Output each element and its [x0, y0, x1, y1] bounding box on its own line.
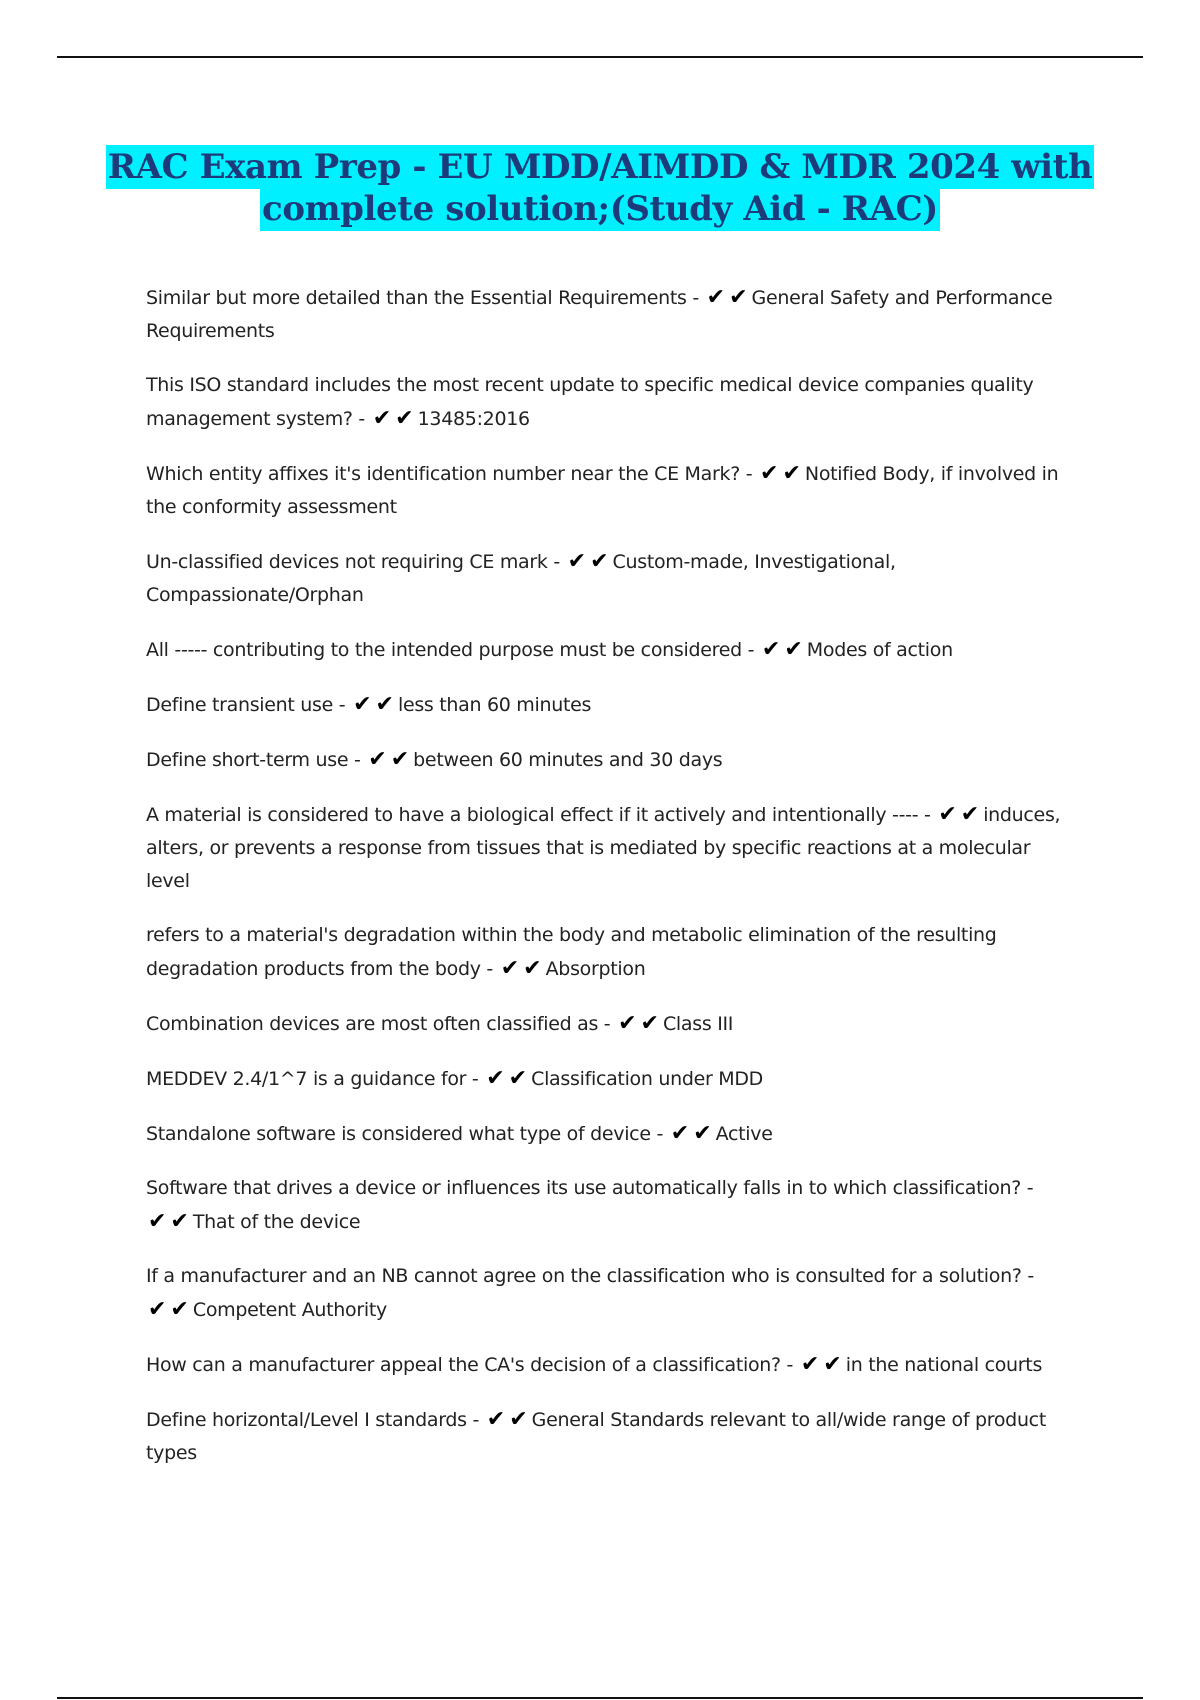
double-check-icon: ✔✔	[618, 1011, 663, 1036]
qa-list	[146, 281, 1066, 1491]
answer-text: less than 60 minutes	[397, 694, 592, 716]
qa-item	[146, 545, 1066, 612]
double-check-icon: ✔✔	[500, 956, 546, 981]
document-title	[100, 146, 1100, 230]
qa-item	[146, 457, 1066, 524]
double-check-icon: ✔✔	[148, 1209, 193, 1234]
answer-text: General Safety and Performance Requirements	[146, 287, 1053, 342]
double-check-icon: ✔✔	[706, 285, 752, 310]
qa-item	[146, 1117, 1066, 1151]
question-text: MEDDEV 2.4/1^7 is a guidance for -	[146, 1068, 479, 1090]
title-line-1: RAC Exam Prep - EU MDD/AIMDD & MDR 2024 with	[107, 147, 1093, 187]
title-line-2: complete solution;(Study Aid - RAC)	[262, 189, 938, 229]
answer-text: 13485:2016	[417, 408, 530, 430]
double-check-icon: ✔✔	[760, 461, 805, 486]
answer-text: induces, alters, or prevents a response from tissues that is mediated by specific reactions at a molecular level	[146, 804, 1061, 892]
answer-text: That of the device	[192, 1211, 361, 1233]
double-check-icon: ✔✔	[353, 692, 398, 717]
qa-item	[146, 369, 1066, 436]
qa-item	[146, 919, 1066, 986]
answer-text: Absorption	[545, 958, 646, 980]
double-check-icon: ✔✔	[372, 406, 418, 431]
double-check-icon: ✔✔	[368, 747, 414, 772]
question-text: Software that drives a device or influences its use automatically falls in to which classification? -	[146, 1177, 1034, 1199]
question-text: Similar but more detailed than the Essential Requirements -	[146, 287, 699, 309]
question-text: All ----- contributing to the intended purpose must be considered -	[146, 639, 755, 661]
double-check-icon: ✔✔	[938, 802, 984, 827]
qa-item	[146, 281, 1066, 348]
qa-item	[146, 1260, 1066, 1327]
double-check-icon: ✔✔	[670, 1121, 716, 1146]
question-text: This ISO standard includes the most recent update to specific medical device companies quality management system? -	[146, 374, 1034, 430]
qa-item	[146, 743, 1066, 777]
question-text: Combination devices are most often classified as -	[146, 1013, 611, 1035]
question-text: Which entity affixes it's identification number near the CE Mark? -	[146, 463, 753, 485]
qa-item	[146, 1007, 1066, 1041]
answer-text: General Standards relevant to all/wide range of product types	[146, 1409, 1046, 1464]
qa-item	[146, 1403, 1066, 1470]
double-check-icon: ✔✔	[800, 1352, 846, 1377]
answer-text: Class III	[662, 1013, 734, 1035]
qa-item	[146, 1062, 1066, 1096]
answer-text: Modes of action	[806, 639, 953, 661]
question-text: How can a manufacturer appeal the CA's decision of a classification? -	[146, 1354, 794, 1376]
double-check-icon: ✔✔	[148, 1297, 193, 1322]
answer-text: between 60 minutes and 30 days	[413, 749, 723, 771]
double-check-icon: ✔✔	[761, 637, 807, 662]
answer-text: Classification under MDD	[531, 1068, 764, 1090]
qa-item	[146, 688, 1066, 722]
qa-item	[146, 1348, 1066, 1382]
question-text: Define transient use -	[146, 694, 346, 716]
answer-text: Active	[715, 1123, 773, 1145]
question-text: Un-classified devices not requiring CE mark -	[146, 551, 560, 573]
header-rule	[57, 56, 1143, 58]
qa-item	[146, 798, 1066, 898]
qa-item	[146, 1172, 1066, 1239]
question-text: Define short-term use -	[146, 749, 361, 771]
double-check-icon: ✔✔	[486, 1407, 532, 1432]
question-text: refers to a material's degradation within the body and metabolic elimination of the resulting degradation products from the body -	[146, 924, 997, 980]
answer-text: Competent Authority	[192, 1299, 387, 1321]
question-text: Standalone software is considered what type of device -	[146, 1123, 664, 1145]
question-text: If a manufacturer and an NB cannot agree on the classification who is consulted for a solution? -	[146, 1265, 1034, 1287]
footer-rule	[57, 1697, 1143, 1699]
answer-text: Notified Body, if involved in the conformity assessment	[146, 463, 1059, 518]
question-text: A material is considered to have a biological effect if it actively and intentionally ---- -	[146, 804, 931, 826]
double-check-icon: ✔✔	[567, 549, 613, 574]
question-text: Define horizontal/Level I standards -	[146, 1409, 480, 1431]
double-check-icon: ✔✔	[486, 1066, 532, 1091]
qa-item	[146, 633, 1066, 667]
answer-text: Custom-made, Investigational, Compassionate/Orphan	[146, 551, 896, 606]
answer-text: in the national courts	[845, 1354, 1043, 1376]
